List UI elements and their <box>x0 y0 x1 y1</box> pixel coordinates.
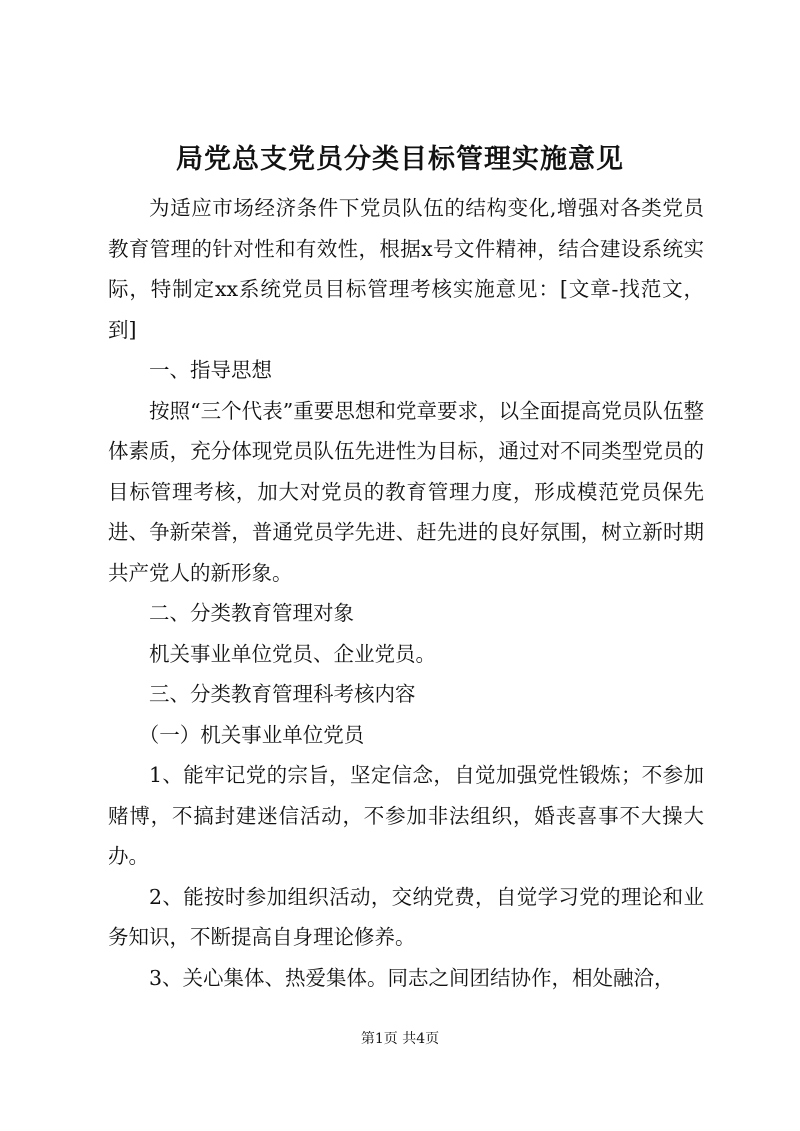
heading-guiding-ideology: 一、指导思想 <box>149 358 272 382</box>
paragraph-guiding-ideology: 按照“三个代表”重要思想和党章要求，以全面提高党员队伍整体素质，充分体现党员队伍先进性为目标，通过对不同类型党员的目标管理考核，加大对党员的教育管理力度，形成模范党员保先进、争新荣誉，普通党员学先进、赶先进的良好氛围，树立新时期共产党人的新形象。 <box>108 398 704 585</box>
paragraph-item-3: 3、关心集体、热爱集体。同志之间团结协作，相处融洽， <box>149 965 675 990</box>
paragraph-item-2: 2、能按时参加组织活动，交纳党费，自觉学习党的理论和业务知识，不断提高自身理论修养。 <box>108 884 704 949</box>
document-body <box>108 188 704 998</box>
paragraph-item-1: 1、能牢记党的宗旨，坚定信念，自觉加强党性锻炼；不参加赌博，不搞封建迷信活动，不参加非法组织，婚丧喜事不大操大办。 <box>108 763 704 868</box>
document-title: 局党总支党员分类目标管理实施意见 <box>176 144 624 175</box>
paragraph-management-targets: 机关事业单位党员、企业党员。 <box>149 641 436 666</box>
page-footer: 第1页 共4页 <box>360 1031 440 1047</box>
heading-management-targets: 二、分类教育管理对象 <box>149 601 354 625</box>
heading-government-members: （一）机关事业单位党员 <box>138 722 365 747</box>
heading-assessment-content: 三、分类教育管理科考核内容 <box>149 682 416 706</box>
paragraph-intro: 为适应市场经济条件下党员队伍的结构变化,增强对各类党员教育管理的针对性和有效性，根据x号文件精神，结合建设系统实际，特制定xx系统党员目标管理考核实施意见：[文章-找范文，到] <box>108 196 704 342</box>
